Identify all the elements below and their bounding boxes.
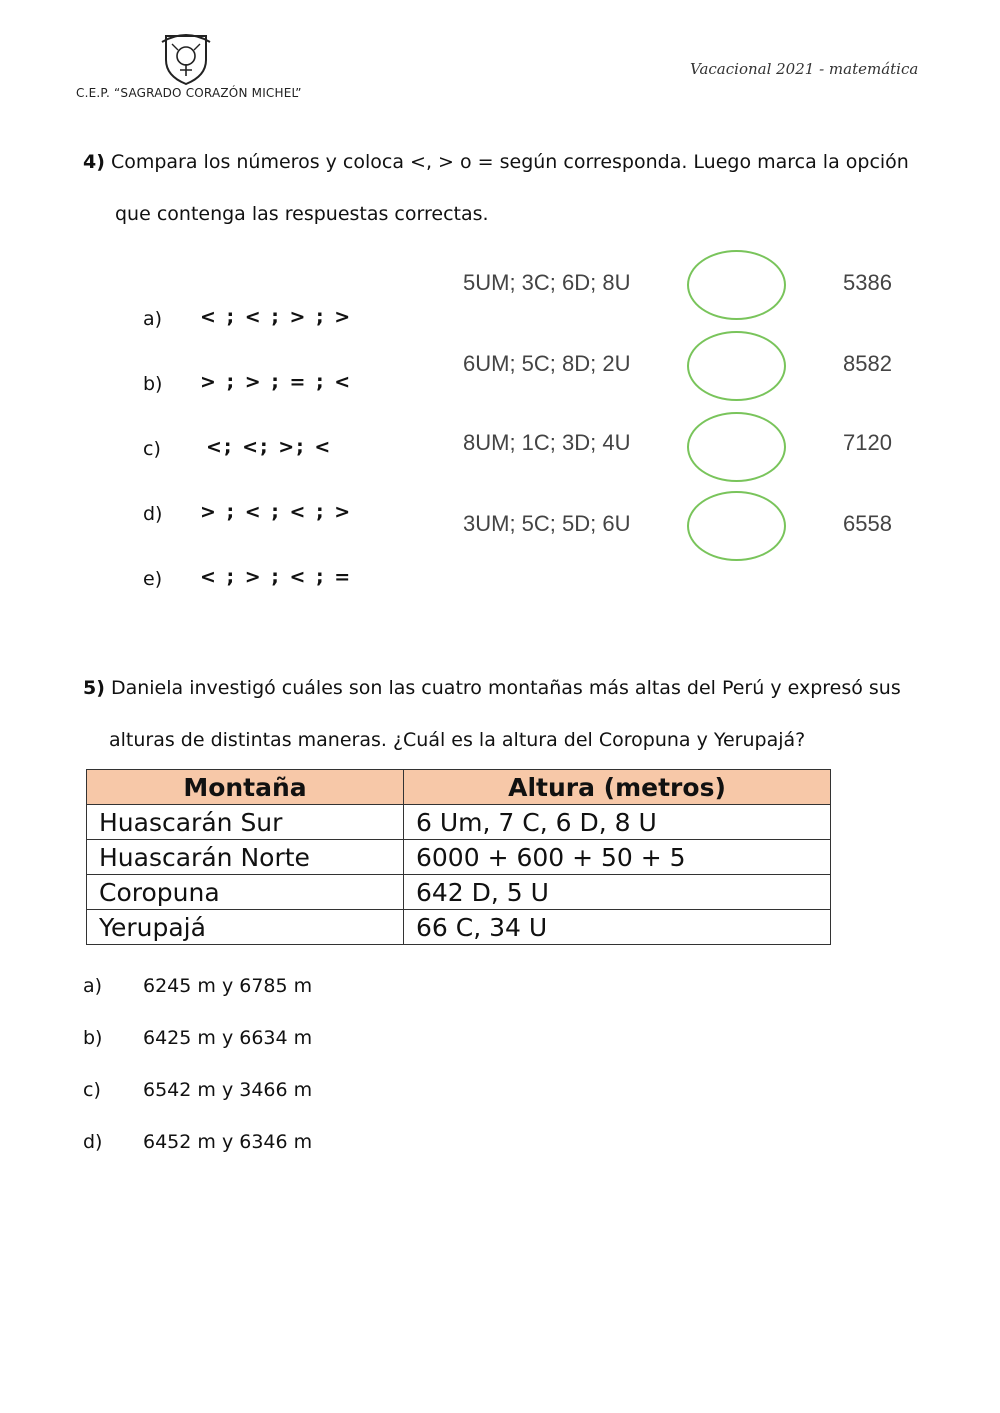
q4-option-a-letter: a) <box>143 308 163 330</box>
comparison-1-right: 5386 <box>843 270 892 295</box>
header-mountain: Montaña <box>87 770 404 805</box>
table-row <box>87 875 831 910</box>
comparison-4-answer-oval[interactable] <box>687 491 786 561</box>
q4-option-d-value[interactable]: > ; < ; < ; > <box>200 501 353 523</box>
q4-option-d-letter: d) <box>143 503 163 525</box>
q5-answer-b-letter: b) <box>83 1027 103 1049</box>
table-header-row <box>87 770 831 805</box>
q4-text-line2: que contenga las respuestas correctas. <box>115 203 489 225</box>
mountain-height: 66 C, 34 U <box>404 910 831 945</box>
table-row <box>87 910 831 945</box>
q5-answer-d-value[interactable]: 6452 m y 6346 m <box>143 1131 313 1153</box>
header-height: Altura (metros) <box>404 770 831 805</box>
school-name: C.E.P. “SAGRADO CORAZÓN MICHEL” <box>76 86 302 100</box>
mountain-name: Coropuna <box>87 875 404 910</box>
comparison-2-answer-oval[interactable] <box>687 331 786 401</box>
q5-number: 5) <box>83 677 105 699</box>
q5-answer-b-value[interactable]: 6425 m y 6634 m <box>143 1027 313 1049</box>
q4-option-e-value[interactable]: < ; > ; < ; = <box>200 566 353 588</box>
comparison-4-right: 6558 <box>843 511 892 536</box>
q5-statement-line1 <box>83 677 901 699</box>
mountain-height: 6000 + 600 + 50 + 5 <box>404 840 831 875</box>
comparison-3-right: 7120 <box>843 430 892 455</box>
comparison-1-answer-oval[interactable] <box>687 250 786 320</box>
q4-option-c-letter: c) <box>143 438 161 460</box>
document-subject: Vacacional 2021 - matemática <box>690 60 919 78</box>
table-row <box>87 805 831 840</box>
q4-text-line1: Compara los números y coloca <, > o = según corresponda. Luego marca la opción <box>110 151 909 173</box>
mountain-name: Huascarán Norte <box>87 840 404 875</box>
q4-option-b-letter: b) <box>143 373 163 395</box>
q5-text-line1: Daniela investigó cuáles son las cuatro montañas más altas del Perú y expresó sus <box>110 677 901 699</box>
mountain-height: 6 Um, 7 C, 6 D, 8 U <box>404 805 831 840</box>
mountain-height: 642 D, 5 U <box>404 875 831 910</box>
comparison-4-left: 3UM; 5C; 5D; 6U <box>463 511 631 536</box>
comparison-3-answer-oval[interactable] <box>687 412 786 482</box>
mountain-name: Huascarán Sur <box>87 805 404 840</box>
q4-option-b-value[interactable]: > ; > ; = ; < <box>200 371 353 393</box>
q5-answer-a-letter: a) <box>83 975 103 997</box>
q5-answer-a-value[interactable]: 6245 m y 6785 m <box>143 975 313 997</box>
comparison-2-right: 8582 <box>843 351 892 376</box>
school-crest-logo <box>158 30 214 86</box>
q4-option-a-value[interactable]: < ; < ; > ; > <box>200 306 353 328</box>
q4-option-c-value[interactable]: <; <; >; < <box>206 436 333 458</box>
q5-answer-d-letter: d) <box>83 1131 103 1153</box>
mountain-heights-table <box>86 769 831 945</box>
q4-option-e-letter: e) <box>143 568 163 590</box>
q5-text-line2: alturas de distintas maneras. ¿Cuál es la altura del Coropuna y Yerupajá? <box>109 729 806 751</box>
q4-number: 4) <box>83 151 105 173</box>
comparison-1-left: 5UM; 3C; 6D; 8U <box>463 270 631 295</box>
mountain-name: Yerupajá <box>87 910 404 945</box>
table-row <box>87 840 831 875</box>
q5-answer-c-value[interactable]: 6542 m y 3466 m <box>143 1079 313 1101</box>
comparison-2-left: 6UM; 5C; 8D; 2U <box>463 351 631 376</box>
q5-answer-c-letter: c) <box>83 1079 101 1101</box>
comparison-3-left: 8UM; 1C; 3D; 4U <box>463 430 631 455</box>
q4-statement-line1 <box>83 151 909 173</box>
